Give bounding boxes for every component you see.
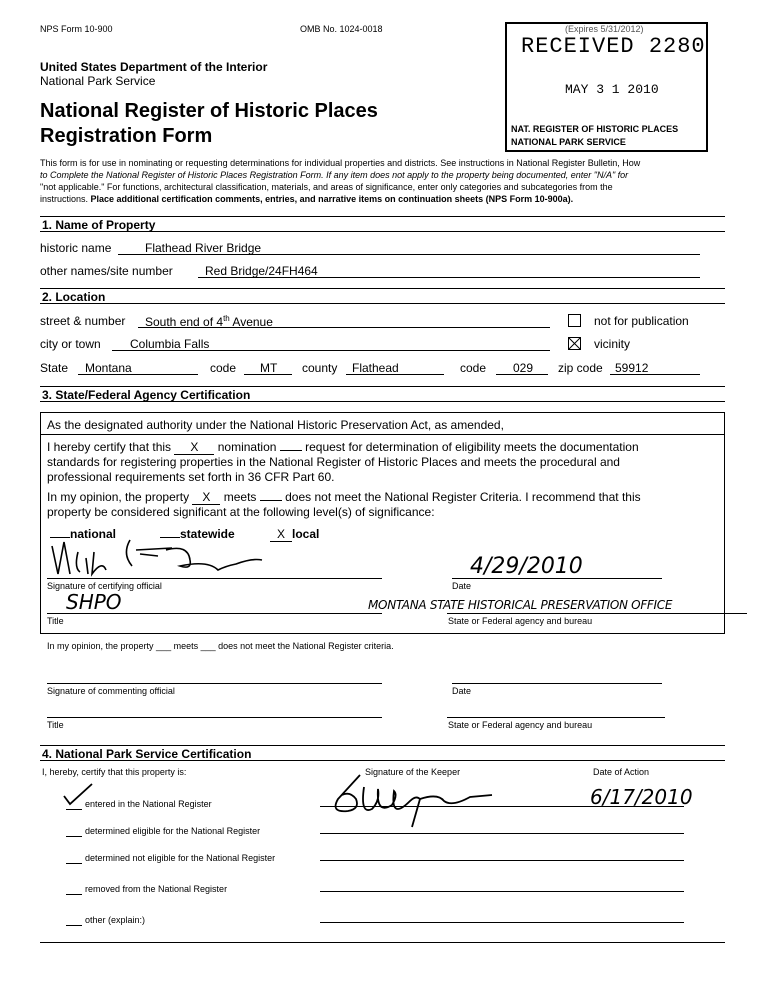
certifying-date-line: [452, 578, 662, 579]
section1-heading: 1. Name of Property: [40, 216, 725, 232]
date-of-action-label: Date of Action: [593, 767, 650, 777]
stamp-line2: NATIONAL PARK SERVICE: [511, 137, 626, 147]
other-signature-line: [320, 922, 684, 923]
comment-signature-line: [47, 683, 382, 684]
not-eligible-blank[interactable]: [66, 863, 82, 864]
entered-blank[interactable]: [66, 809, 82, 810]
omb-number: OMB No. 1024-0018: [300, 24, 383, 34]
county-code-label: code: [460, 361, 487, 375]
stamp-received: RECEIVED 2280: [521, 34, 706, 59]
intro-line4: [40, 194, 573, 204]
form-number: NPS Form 10-900: [40, 24, 113, 34]
level-national-label: national: [70, 527, 117, 541]
other-blank[interactable]: [66, 925, 82, 926]
cert-authority-text: As the designated authority under the National Historic Preservation Act, as amended,: [47, 418, 504, 432]
nomination-x[interactable]: X: [174, 440, 214, 455]
entered-signature-line: [320, 806, 684, 807]
meets-x[interactable]: X: [192, 490, 220, 505]
level-local-label: local: [292, 527, 320, 541]
county-label: county: [302, 361, 338, 375]
keeper-signature: [320, 765, 510, 835]
state-label: State: [40, 361, 69, 375]
cert-cfr-line: professional requirements set forth in 36 CFR Part 60.: [47, 470, 335, 484]
checkbox-x-mark: [568, 337, 581, 350]
received-stamp: [505, 22, 708, 152]
vicinity-checkbox[interactable]: [568, 337, 581, 350]
certifying-agency-label: State or Federal agency and bureau: [448, 616, 593, 626]
street-value-end: Avenue: [229, 315, 273, 329]
other-names-line: [198, 277, 700, 278]
cert-opinion-line: [47, 490, 641, 505]
certifying-agency-line: [447, 613, 747, 614]
historic-name-value[interactable]: Flathead River Bridge: [145, 241, 262, 255]
historic-name-line: [118, 254, 700, 255]
county-code-line: [496, 374, 548, 375]
zip-value[interactable]: 59912: [615, 361, 649, 375]
level-statewide-label: statewide: [180, 527, 235, 541]
opinion-text-a: In my opinion, the property: [47, 490, 193, 504]
form-title-line1: National Register of Historic Places: [40, 100, 378, 122]
state-code-value[interactable]: MT: [260, 361, 278, 375]
comment-date-label: Date: [452, 686, 472, 696]
option-eligible: determined eligible for the National Register: [85, 826, 261, 836]
comment-title-line: [47, 717, 382, 718]
comment-date-line: [452, 683, 662, 684]
other-names-value[interactable]: Red Bridge/24FH464: [205, 264, 318, 278]
not-for-publication-checkbox[interactable]: [568, 314, 581, 327]
eligible-signature-line: [320, 833, 684, 834]
cert-significance-line: property be considered significant at the following level(s) of significance:: [47, 505, 435, 519]
intro-line4-plain: instructions.: [40, 194, 91, 204]
keeper-signature-label: Signature of the Keeper: [365, 767, 461, 777]
section4-heading: 4. National Park Service Certification: [40, 745, 725, 761]
department-name: United States Department of the Interior: [40, 60, 268, 74]
intro-line2: to Complete the National Register of Historic Places Registration Form. If any item does not apply to the property being documented, enter "N/A" for: [40, 170, 629, 180]
stamp-date: MAY 3 1 2010: [565, 82, 659, 97]
service-name: National Park Service: [40, 74, 156, 88]
not-meet-blank[interactable]: [260, 500, 282, 501]
expiration-date: (Expires 5/31/2012): [565, 24, 644, 34]
stamp-line1: NAT. REGISTER OF HISTORIC PLACES: [511, 124, 679, 134]
option-entered: entered in the National Register: [85, 799, 212, 809]
zip-label: zip code: [558, 361, 603, 375]
cert-text-b: nomination: [214, 440, 280, 454]
action-date-value[interactable]: 6/17/2010: [590, 785, 693, 809]
form-title-line2: Registration Form: [40, 125, 213, 147]
opinion-text-c: does not meet the National Register Criteria. I recommend that this: [281, 490, 641, 504]
state-code-label: code: [210, 361, 237, 375]
local-x: X: [270, 527, 292, 542]
cert-divider: [40, 434, 725, 435]
option-not-eligible: determined not eligible for the National Register: [85, 853, 276, 863]
certifying-title-line: [47, 613, 382, 614]
comment-agency-label: State or Federal agency and bureau: [448, 720, 593, 730]
removed-signature-line: [320, 891, 684, 892]
cert-nomination-line: [47, 440, 639, 455]
certifying-title-label: Title: [47, 616, 64, 626]
county-code-value[interactable]: 029: [513, 361, 534, 375]
state-line: [78, 374, 198, 375]
state-code-line: [244, 374, 292, 375]
removed-blank[interactable]: [66, 894, 82, 895]
option-removed: removed from the National Register: [85, 884, 228, 894]
intro-line1: This form is for use in nominating or requesting determinations for individual properties and districts. See instructions in National Register Bulletin, How: [40, 158, 641, 168]
street-line: [138, 327, 550, 328]
zip-line: [610, 374, 700, 375]
certifying-date-label: Date: [452, 581, 472, 591]
certifying-title-value[interactable]: SHPO: [66, 590, 122, 614]
state-value[interactable]: Montana: [85, 361, 132, 375]
city-label: city or town: [40, 337, 101, 351]
other-names-label: other names/site number: [40, 264, 173, 278]
cert-standards-line: standards for registering properties in the National Register of Historic Places and meets the procedural and: [47, 455, 620, 469]
certifying-signature-line: [47, 578, 382, 579]
street-label: street & number: [40, 314, 126, 328]
cert-text-a: I hereby certify that this: [47, 440, 175, 454]
certifying-agency-value[interactable]: MONTANA STATE HISTORICAL PRESERVATION OFFICE: [368, 598, 673, 612]
city-line: [112, 350, 550, 351]
cert-text-c: request for determination of eligibility meets the documentation: [301, 440, 639, 454]
street-value-main: South end of 4: [145, 315, 224, 329]
not-for-publication-label: not for publication: [594, 314, 689, 328]
city-value[interactable]: Columbia Falls: [130, 337, 210, 351]
intro-line3: "not applicable." For functions, architectural classification, materials, and areas of significance, enter only categories and subcategories from the: [40, 182, 613, 192]
request-blank[interactable]: [280, 450, 302, 451]
comment-opinion-text: In my opinion, the property ___ meets ___ does not meet the National Register criteria.: [47, 641, 394, 651]
eligible-blank[interactable]: [66, 836, 82, 837]
intro-line4-bold: Place additional certification comments, entries, and narrative items on continuation sheets (NPS Form 10-900a).: [90, 194, 574, 204]
not-eligible-signature-line: [320, 860, 684, 861]
section2-heading: 2. Location: [40, 288, 725, 304]
historic-name-label: historic name: [40, 241, 112, 255]
comment-title-label: Title: [47, 720, 64, 730]
county-line: [346, 374, 444, 375]
comment-agency-line: [447, 717, 665, 718]
certifying-date-value[interactable]: 4/29/2010: [470, 554, 583, 579]
bottom-rule: [40, 942, 725, 943]
comment-signature-label: Signature of commenting official: [47, 686, 175, 696]
section3-heading: 3. State/Federal Agency Certification: [40, 386, 725, 402]
county-value[interactable]: Flathead: [352, 361, 399, 375]
option-other: other (explain:): [85, 915, 146, 925]
opinion-text-b: meets: [220, 490, 260, 504]
street-value-sup: th: [223, 314, 230, 323]
certifying-signature-label: Signature of certifying official: [47, 581, 162, 591]
vicinity-label: vicinity: [594, 337, 631, 351]
nps-cert-intro: I, hereby, certify that this property is:: [42, 767, 187, 777]
